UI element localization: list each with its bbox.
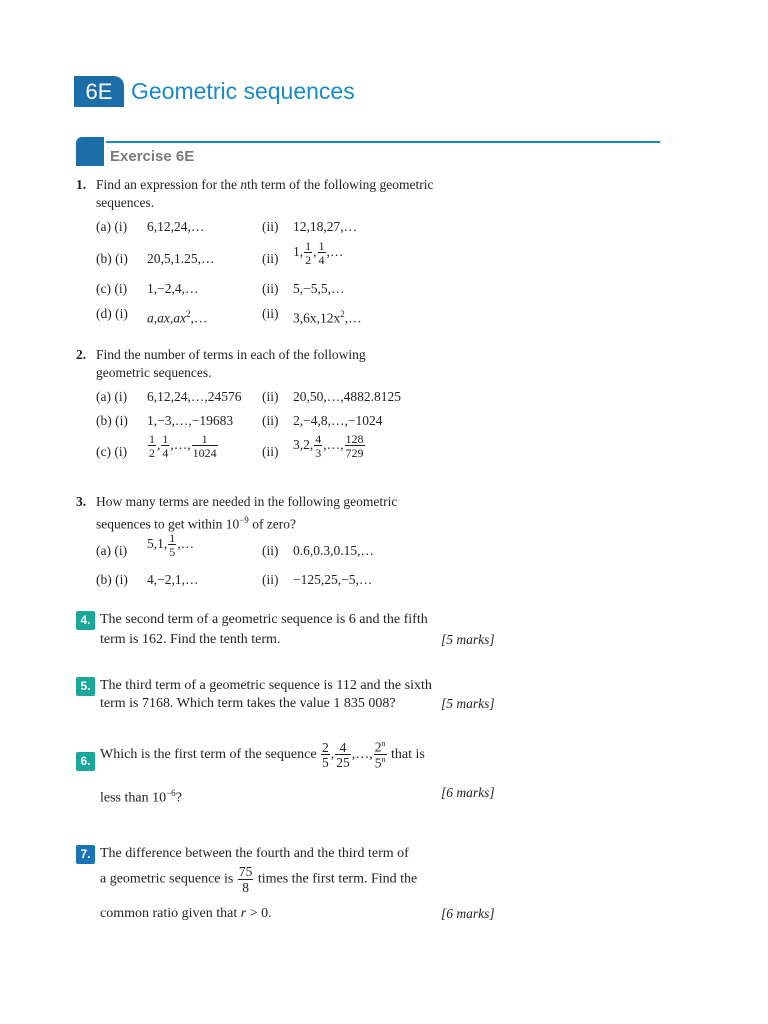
q1a-i: 6,12,24,… (147, 219, 205, 234)
q2b-ii: 2,−4,8,…,−1024 (293, 413, 383, 428)
q1d-ii: $3,6x,12x^2,\dots$ (293, 309, 362, 326)
q1d-i: $a,ax,ax^2,\dots$ (147, 309, 208, 326)
q2a-ii: 20,50,…,4882.8125 (293, 389, 401, 404)
q1-number: 1. (76, 177, 87, 192)
q5-line2: term is 7168. Which term takes the value 1 835 008? (100, 696, 396, 711)
q1c-ii-label: (ii) (262, 281, 279, 296)
section-rule (106, 141, 660, 143)
q2a-i: 6,12,24,…,24576 (147, 389, 242, 404)
q7-number-box: 7. (76, 845, 95, 864)
section-title: Geometric sequences (131, 78, 355, 104)
q2b-ii-label: (ii) (262, 413, 279, 428)
q1b-ii-label: (ii) (262, 251, 279, 266)
q2c-ii-label: (ii) (262, 444, 279, 459)
q1b-i: 20,5,1.25,… (147, 251, 215, 266)
q3-line2: sequences to get within $10^{-9}$ of zero? (96, 515, 297, 532)
q2b-label: (b) (i) (96, 413, 128, 428)
q3b-label: (b) (i) (96, 572, 128, 587)
q2a-ii-label: (ii) (262, 389, 279, 404)
q6-line1: Which is the first term of the sequence $\frac{2}{5}$ , $\frac{4}{25}$ ,…, $\frac{2^n}{5^n}$ that is (100, 739, 425, 771)
q2c-ii: 3,2, $\frac{4}{3}$ ,…, $\frac{128}{729}$ (293, 432, 364, 460)
q3a-ii-label: (ii) (262, 543, 279, 558)
q3a-ii: 0.6,0.3,0.15,… (293, 543, 374, 558)
q1a-label: (a) (i) (96, 219, 128, 234)
q1d-ii-label: (ii) (262, 306, 279, 321)
q3b-i: 4,−2,1,… (147, 572, 199, 587)
q7-marks: [6 marks] (441, 906, 495, 921)
q1d-label: (d) (i) (96, 306, 128, 321)
exercise-marker (76, 137, 104, 166)
q4-number-box: 4. (76, 611, 95, 630)
q3a-label: (a) (i) (96, 543, 128, 558)
q3b-ii: −125,25,−5,… (293, 572, 373, 587)
q2c-label: (c) (i) (96, 444, 128, 459)
exercise-label: Exercise 6E (110, 148, 195, 165)
q5-line1: The third term of a geometric sequence is 112 and the sixth (100, 678, 432, 693)
q2-line1: Find the number of terms in each of the following (96, 347, 366, 362)
q2b-i: 1,−3,…,−19683 (147, 413, 234, 428)
q3-number: 3. (76, 494, 87, 509)
q1b-ii: 1, $\frac{1}{2}$ , $\frac{1}{4}$ ,… (293, 239, 344, 267)
section-badge: 6E (74, 76, 124, 107)
q6-marks: [6 marks] (441, 785, 495, 800)
q2-line2: geometric sequences. (96, 365, 212, 380)
q6-line2: less than $10^{-6}$? (100, 788, 182, 806)
q2c-i: $\frac{1}{2}$ , $\frac{1}{4}$ ,…, $\frac{1}{1024}$ (149, 432, 217, 460)
q6-number-box: 6. (76, 752, 95, 771)
q3a-i: 5,1, $\frac{1}{5}$ ,… (147, 531, 195, 559)
q1b-label: (b) (i) (96, 251, 128, 266)
q1c-label: (c) (i) (96, 281, 128, 296)
q7-line1: The difference between the fourth and the third term of (100, 846, 409, 861)
q1c-ii: 5,−5,5,… (293, 281, 345, 296)
q5-marks: [5 marks] (441, 696, 495, 711)
q1a-ii-label: (ii) (262, 219, 279, 234)
q7-line3: common ratio given that r > 0. (100, 906, 272, 921)
q5-number-box: 5. (76, 677, 95, 696)
q1c-i: 1,−2,4,… (147, 281, 199, 296)
q4-line2: term is 162. Find the tenth term. (100, 632, 281, 647)
q3b-ii-label: (ii) (262, 572, 279, 587)
q3-line1: How many terms are needed in the following geometric (96, 494, 398, 509)
q4-marks: [5 marks] (441, 632, 495, 647)
q4-line1: The second term of a geometric sequence is 6 and the fifth (100, 612, 428, 627)
q1a-ii: 12,18,27,… (293, 219, 358, 234)
q1-line2: sequences. (96, 195, 155, 210)
q2-number: 2. (76, 347, 87, 362)
q1-line1: Find an expression for the nth term of the following geometric (96, 177, 434, 192)
q7-line2: a geometric sequence is $\frac{75}{8}$ times the first term. Find the (100, 864, 418, 895)
q2a-label: (a) (i) (96, 389, 128, 404)
